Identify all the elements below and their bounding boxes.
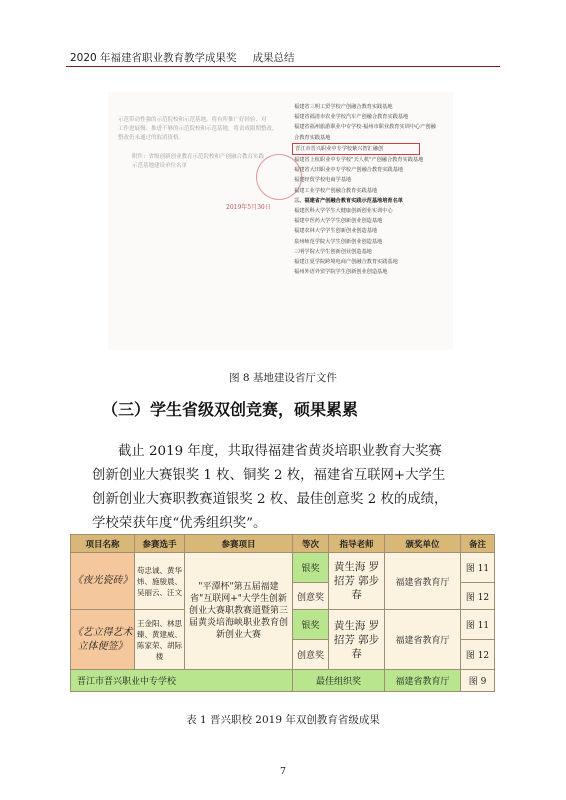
note-cell: 图 11 (461, 610, 495, 640)
scan-list-line: 福建中医药大学学生创新创业创造基地 (294, 218, 383, 225)
scan-text-line: 附件：省级创新创业教育示范院校和产创融合教育实践 (132, 154, 265, 160)
col-header: 颁奖单位 (385, 535, 461, 553)
scan-list-line: 福建经贸学校电商学基地 (294, 177, 352, 184)
header-subtitle: 成果总结 (252, 52, 295, 64)
header-rule (66, 66, 500, 67)
level-cell: 银奖 (293, 610, 329, 640)
scan-right-column (294, 102, 450, 277)
paragraph-line: 创新创业大赛银奖 1 枚、铜奖 2 枚，福建省互联网+大学生 (92, 468, 446, 483)
project-name-cell: 《艺立得艺术立体便签》 (71, 610, 135, 670)
awards-table (70, 534, 495, 692)
page-number: 7 (279, 766, 287, 777)
scan-list-line: 福建省上杭职业中专学校"天人机"产创融合教育实践基地 (294, 157, 424, 164)
scan-list-line: 福建医科大学学生大健康创新创业实训中心 (294, 208, 393, 215)
level-cell: 创意奖 (293, 640, 329, 670)
table-header-row (71, 535, 495, 553)
note-cell: 图 12 (461, 583, 495, 610)
note-cell: 图 11 (461, 553, 495, 583)
col-header: 指导老师 (329, 535, 385, 553)
project-name-cell: 《夜光瓷砖》 (71, 553, 135, 610)
teachers-cell: 黄生海 罗招芳 郭步春 (329, 610, 385, 670)
figure-caption: 图 8 基地建设省厅文件 (229, 372, 337, 384)
scan-list-line: 福州外语外贸学院学生创新创业创造基地 (294, 269, 388, 276)
seal-date: 2019年5月30日 (226, 204, 271, 211)
org-award-cell: 最佳组织奖 (293, 670, 385, 692)
section-title: （三）学生省级双创竞赛，硕果累累 (102, 400, 359, 419)
level-cell: 创意奖 (293, 583, 329, 610)
award-unit-cell: 福建省教育厅 (385, 670, 461, 692)
scan-section-heading: 三、福建省产创融合教育实践示范基地培育名单 (294, 197, 403, 204)
scan-list-line: 三明学院大学生创新创业创造基地 (294, 248, 372, 255)
header-title: 2020 年福建省职业教育教学成果奖 (70, 52, 237, 64)
scan-text-line: 整改仍未通过的取消资格。 (118, 135, 185, 141)
note-cell: 图 9 (461, 670, 495, 692)
award-unit-cell: 福建省教育厅 (385, 553, 461, 610)
students-cell: 苟忠诚、黄华炜、施骏晨、吴丽云、汪文 (135, 553, 185, 610)
scan-list-line: 福建工业学校产创融合教育实践基地 (294, 187, 378, 194)
table-caption: 表 1 晋兴职校 2019 年双创教育省级成果 (186, 714, 380, 726)
document-scan-figure (108, 92, 453, 350)
body-paragraph (92, 440, 492, 536)
highlighted-list-line: 晋江市晋兴职业中专学校紫兴智汇融创 (292, 143, 420, 155)
col-header: 备注 (461, 535, 495, 553)
scan-list-line: 福建农林大学学生创新创业创造基地 (294, 228, 378, 235)
note-cell: 图 12 (461, 640, 495, 670)
col-header: 参赛选手 (135, 535, 185, 553)
award-unit-cell: 福建省教育厅 (385, 610, 461, 670)
table-footer-row (71, 670, 495, 692)
teachers-cell: 黄生海 罗招芳 郭步春 (329, 553, 385, 610)
paragraph-line: 学校荣获年度“优秀组织奖”。 (92, 516, 267, 531)
col-header: 项目名称 (71, 535, 135, 553)
scan-list-line: 福建江夏学院跨境电商产创融合教育实践基地 (294, 259, 398, 266)
scan-text-line: 工作进展慢、推进不够的示范院校和示范基地，将责成限期整改， (118, 126, 278, 132)
scan-list-line: 福建省大田职业中专学校产创融合教育实践基地 (294, 167, 403, 174)
scan-list-line: 泉州师范学院大学生创新创业创造基地 (294, 238, 383, 245)
scan-text-line: 示范基地建设单位名单 (132, 163, 188, 169)
scan-list-line: 福建省福州旅游职业中专学校·福州市职业教育实训中心产创融 (294, 124, 436, 131)
scan-list-line: 合教育实践基地 (294, 134, 331, 141)
col-header: 等次 (293, 535, 329, 553)
school-cell: 晋江市晋兴职业中专学校 (71, 670, 293, 692)
page-header (70, 50, 496, 65)
col-header: 参赛项目 (185, 535, 293, 553)
students-cell: 王金阳、林思臻、黄建威、陈家荣、胡际楼 (135, 610, 185, 670)
level-cell: 银奖 (293, 553, 329, 583)
table-row (71, 553, 495, 583)
scan-text-line: 示范带动性强的示范院校和示范基地。将有所推广好经验、对 (118, 117, 267, 123)
competition-cell: "平潭杯"第五届福建省"互联网+"大学生创新创业大赛职教赛道暨第三届黄炎培海峡职业教育创新创业大赛 (185, 553, 293, 670)
scan-list-line: 福建省福清市农业学校汽车产创融合教育实践基地 (294, 114, 409, 121)
scan-list-line: 福建省三明工贸学校产创融合教育实践基地 (294, 104, 393, 110)
paragraph-line: 创新创业大赛职教赛道银奖 2 枚、最佳创意奖 2 枚的成绩， (92, 492, 448, 507)
paragraph-line: 截止 2019 年度，共取得福建省黄炎培职业教育大奖赛 (118, 444, 442, 459)
